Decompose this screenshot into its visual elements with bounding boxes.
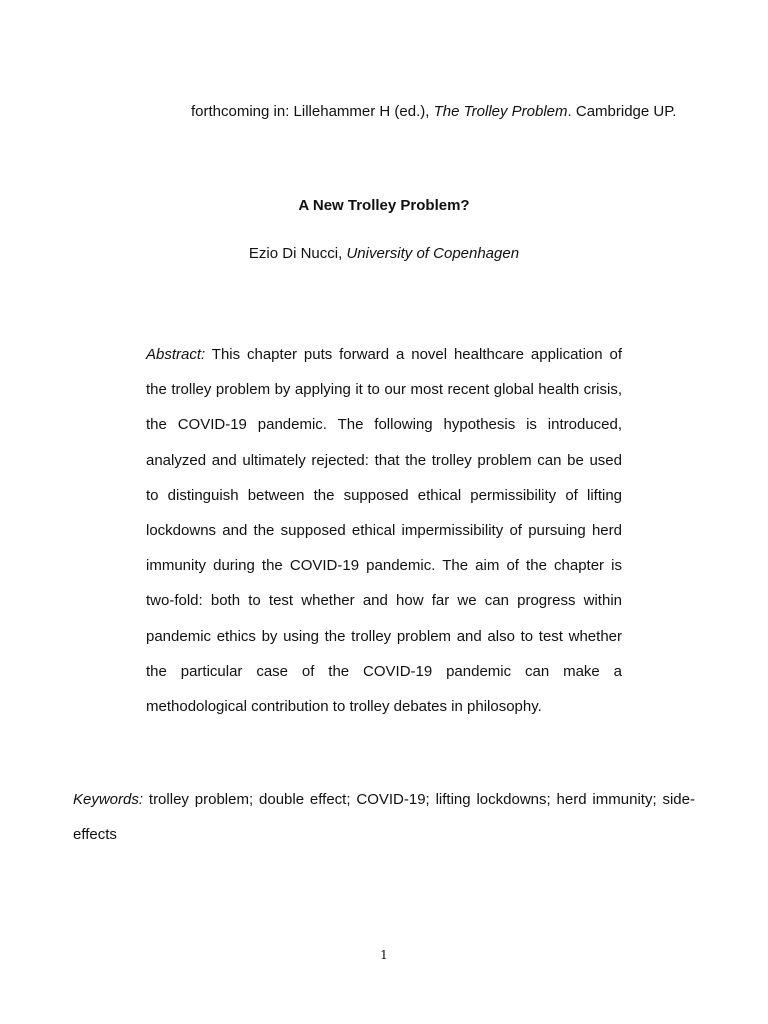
abstract-line: immunity during the COVID-19 pandemic. The aim of the chapter is [146, 557, 622, 575]
author-affiliation: University of Copenhagen [346, 245, 520, 262]
abstract-line: two-fold: both to test whether and how far we can progress within [146, 592, 622, 610]
keywords-line: effects [73, 826, 117, 843]
abstract-line: pandemic ethics by using the trolley problem and also to test whether [146, 627, 622, 645]
abstract-line: lockdowns and the supposed ethical impermissibility of pursuing herd [146, 522, 622, 540]
publication-note-prefix: forthcoming in: Lillehammer H (ed.), [191, 103, 434, 120]
abstract-line: analyzed and ultimately rejected: that the trolley problem can be used [146, 451, 622, 469]
abstract-line: to distinguish between the supposed ethical permissibility of lifting [146, 486, 622, 504]
abstract-label: Abstract: [146, 346, 206, 363]
page-number: 1 [380, 948, 388, 962]
abstract-line: methodological contribution to trolley debates in philosophy. [146, 698, 542, 716]
publication-note-suffix: . Cambridge UP. [567, 103, 677, 120]
abstract-line: the trolley problem by applying it to our most recent global health crisis, [146, 381, 622, 399]
abstract-line: the particular case of the COVID-19 pandemic can make a [146, 662, 622, 680]
author-line [0, 244, 768, 264]
abstract [146, 337, 622, 724]
author-name: Ezio Di Nucci, [248, 245, 347, 262]
abstract-line: the COVID-19 pandemic. The following hypothesis is introduced, [146, 416, 622, 434]
paper-title: A New Trolley Problem? [298, 197, 470, 214]
keywords-line: Keywords: trolley problem; double effect; COVID-19; lifting lockdowns; herd immunity; side- [73, 791, 695, 808]
book-title: The Trolley Problem [433, 103, 568, 120]
abstract-line: Abstract: This chapter puts forward a novel healthcare application of [146, 346, 622, 363]
publication-note [191, 102, 676, 122]
keywords [73, 782, 695, 852]
keywords-label: Keywords: [73, 791, 144, 808]
